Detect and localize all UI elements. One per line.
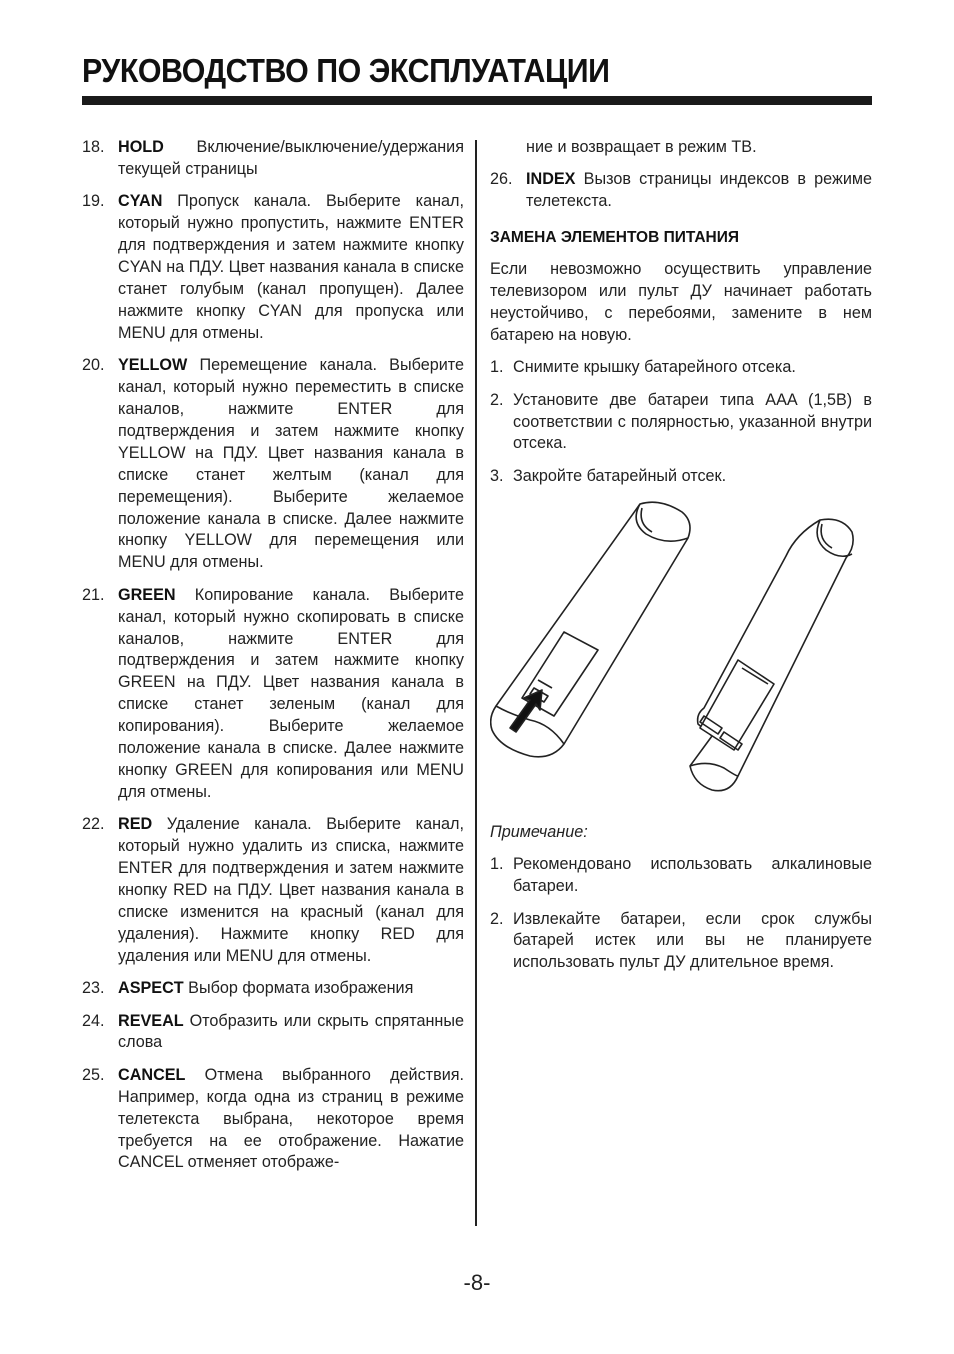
item-key: YELLOW [118, 356, 188, 375]
item-text: Отмена выбранного действия. Например, когда одна из страниц в режиме телетекста выбрана, некоторое время требуется на ее отображение. Нажатие CANCEL отменяет отображе- [118, 1065, 464, 1172]
item-key: ASPECT [118, 979, 184, 998]
step-text: Установите две батареи типа AAA (1,5В) в соответствии с полярностью, указанной внутри отсека. [513, 390, 872, 453]
note-item [490, 909, 872, 975]
note-number: 1. [490, 855, 504, 874]
item-text: Включение/выключение/удержания текущей страницы [118, 138, 469, 178]
step-item [490, 466, 872, 488]
item-text: Пропуск канала. Выберите канал, который нужно пропустить, нажмите ENTER для подтверждения и затем нажмите кнопку CYAN на ПДУ. Цвет названия канала в списке станет голубым (канал пропущен). Далее нажмите кнопку CYAN для пропуска или MENU для отмены. [118, 192, 464, 342]
note-item [490, 854, 872, 898]
item-number: 25. [82, 1065, 105, 1084]
item-number: 26. [490, 170, 513, 189]
left-column [82, 137, 469, 1185]
page-number: -8- [463, 1270, 491, 1295]
intro-paragraph: Если невозможно осуществить управление телевизором или пульт ДУ начинает работать неустойчиво, с перебоями, замените в нем батарею на новую. [490, 260, 872, 344]
step-number: 1. [490, 358, 504, 377]
item-number: 18. [82, 138, 105, 156]
item-key: INDEX [526, 170, 576, 189]
note-number: 2. [490, 909, 504, 928]
step-item [490, 357, 872, 379]
item-number: 19. [82, 192, 105, 211]
note-text: Извлекайте батареи, если срок службы батарей истек или вы не планируете использовать пульт ДУ длительное время. [513, 909, 872, 972]
list-item-cyan [82, 191, 464, 344]
item-text: Удаление канала. Выберите канал, который нужно удалить из списка, нажмите ENTER для подтверждения и затем нажмите кнопку RED на ПДУ. Цвет названия канала в списке изменится на красный (канал для удаления). Нажмите кнопку RED для удаления или MENU для отмены. [118, 815, 464, 965]
list-item-green [82, 585, 464, 804]
item-number: 21. [82, 585, 105, 604]
item-key: RED [118, 815, 153, 834]
item-key: HOLD [118, 138, 164, 156]
item-number: 24. [82, 1011, 105, 1030]
list-item-index [490, 169, 872, 213]
list-item-reveal [82, 1011, 464, 1055]
item-text: Вызов страницы индексов в режиме телетекста. [526, 170, 872, 211]
column-divider [475, 140, 477, 1226]
remote-controls-drawing [490, 498, 872, 808]
page-title: РУКОВОДСТВО ПО ЭКСПЛУАТАЦИИ [82, 52, 610, 89]
item-key: CYAN [118, 192, 163, 211]
remote-control-closed-icon [690, 519, 853, 791]
item-number: 22. [82, 815, 105, 834]
item-number: 23. [82, 979, 105, 998]
continuation-text: ние и возвращает в режим ТВ. [526, 138, 757, 156]
item-text: Перемещение канала. Выберите канал, который нужно переместить в списке каналов, нажмите ENTER для подтверждения и затем нажмите кнопку YELLOW на ПДУ. Цвет названия канала в списке станет желтым (канал для перемещения). Выберите желаемое положение канала в списке. Далее нажмите кнопку YELLOW для перемещения или MENU для отмены. [118, 356, 464, 572]
list-item-red [82, 814, 464, 967]
item-text: Выбор формата изображения [183, 979, 414, 998]
step-number: 2. [490, 390, 504, 409]
step-text: Снимите крышку батарейного отсека. [513, 358, 796, 377]
item-text: Копирование канала. Выберите канал, который нужно скопировать в списке каналов, нажмите ENTER для подтверждения и затем нажмите кнопку GREEN на ПДУ. Цвет названия канала в списке станет зеленым (канал для копирования). Выберите желаемое положение канала в списке. Далее нажмите кнопку GREEN для копирования или MENU для отмены. [118, 585, 464, 801]
battery-replacement-illustration [490, 498, 872, 808]
section-heading: ЗАМЕНА ЭЛЕМЕНТОВ ПИТАНИЯ [490, 229, 740, 247]
note-text: Рекомендовано использовать алкалиновые батареи. [513, 855, 872, 896]
step-text: Закройте батарейный отсек. [513, 466, 727, 485]
item-key: CANCEL [118, 1065, 186, 1084]
item-number: 20. [82, 356, 105, 375]
note-label: Примечание: [490, 823, 588, 842]
list-item-aspect [82, 978, 464, 1000]
item-key: REVEAL [118, 1011, 184, 1030]
list-item-cancel [82, 1065, 464, 1175]
step-number: 3. [490, 466, 504, 485]
list-item-yellow [82, 355, 464, 574]
item-text: Отобразить или скрыть спрятанные слова [118, 1011, 464, 1052]
item-key: GREEN [118, 585, 176, 604]
title-rule [82, 96, 872, 105]
step-item [490, 390, 872, 456]
list-item-hold [82, 137, 469, 181]
remote-control-open-icon [491, 502, 690, 757]
right-column [490, 137, 872, 985]
